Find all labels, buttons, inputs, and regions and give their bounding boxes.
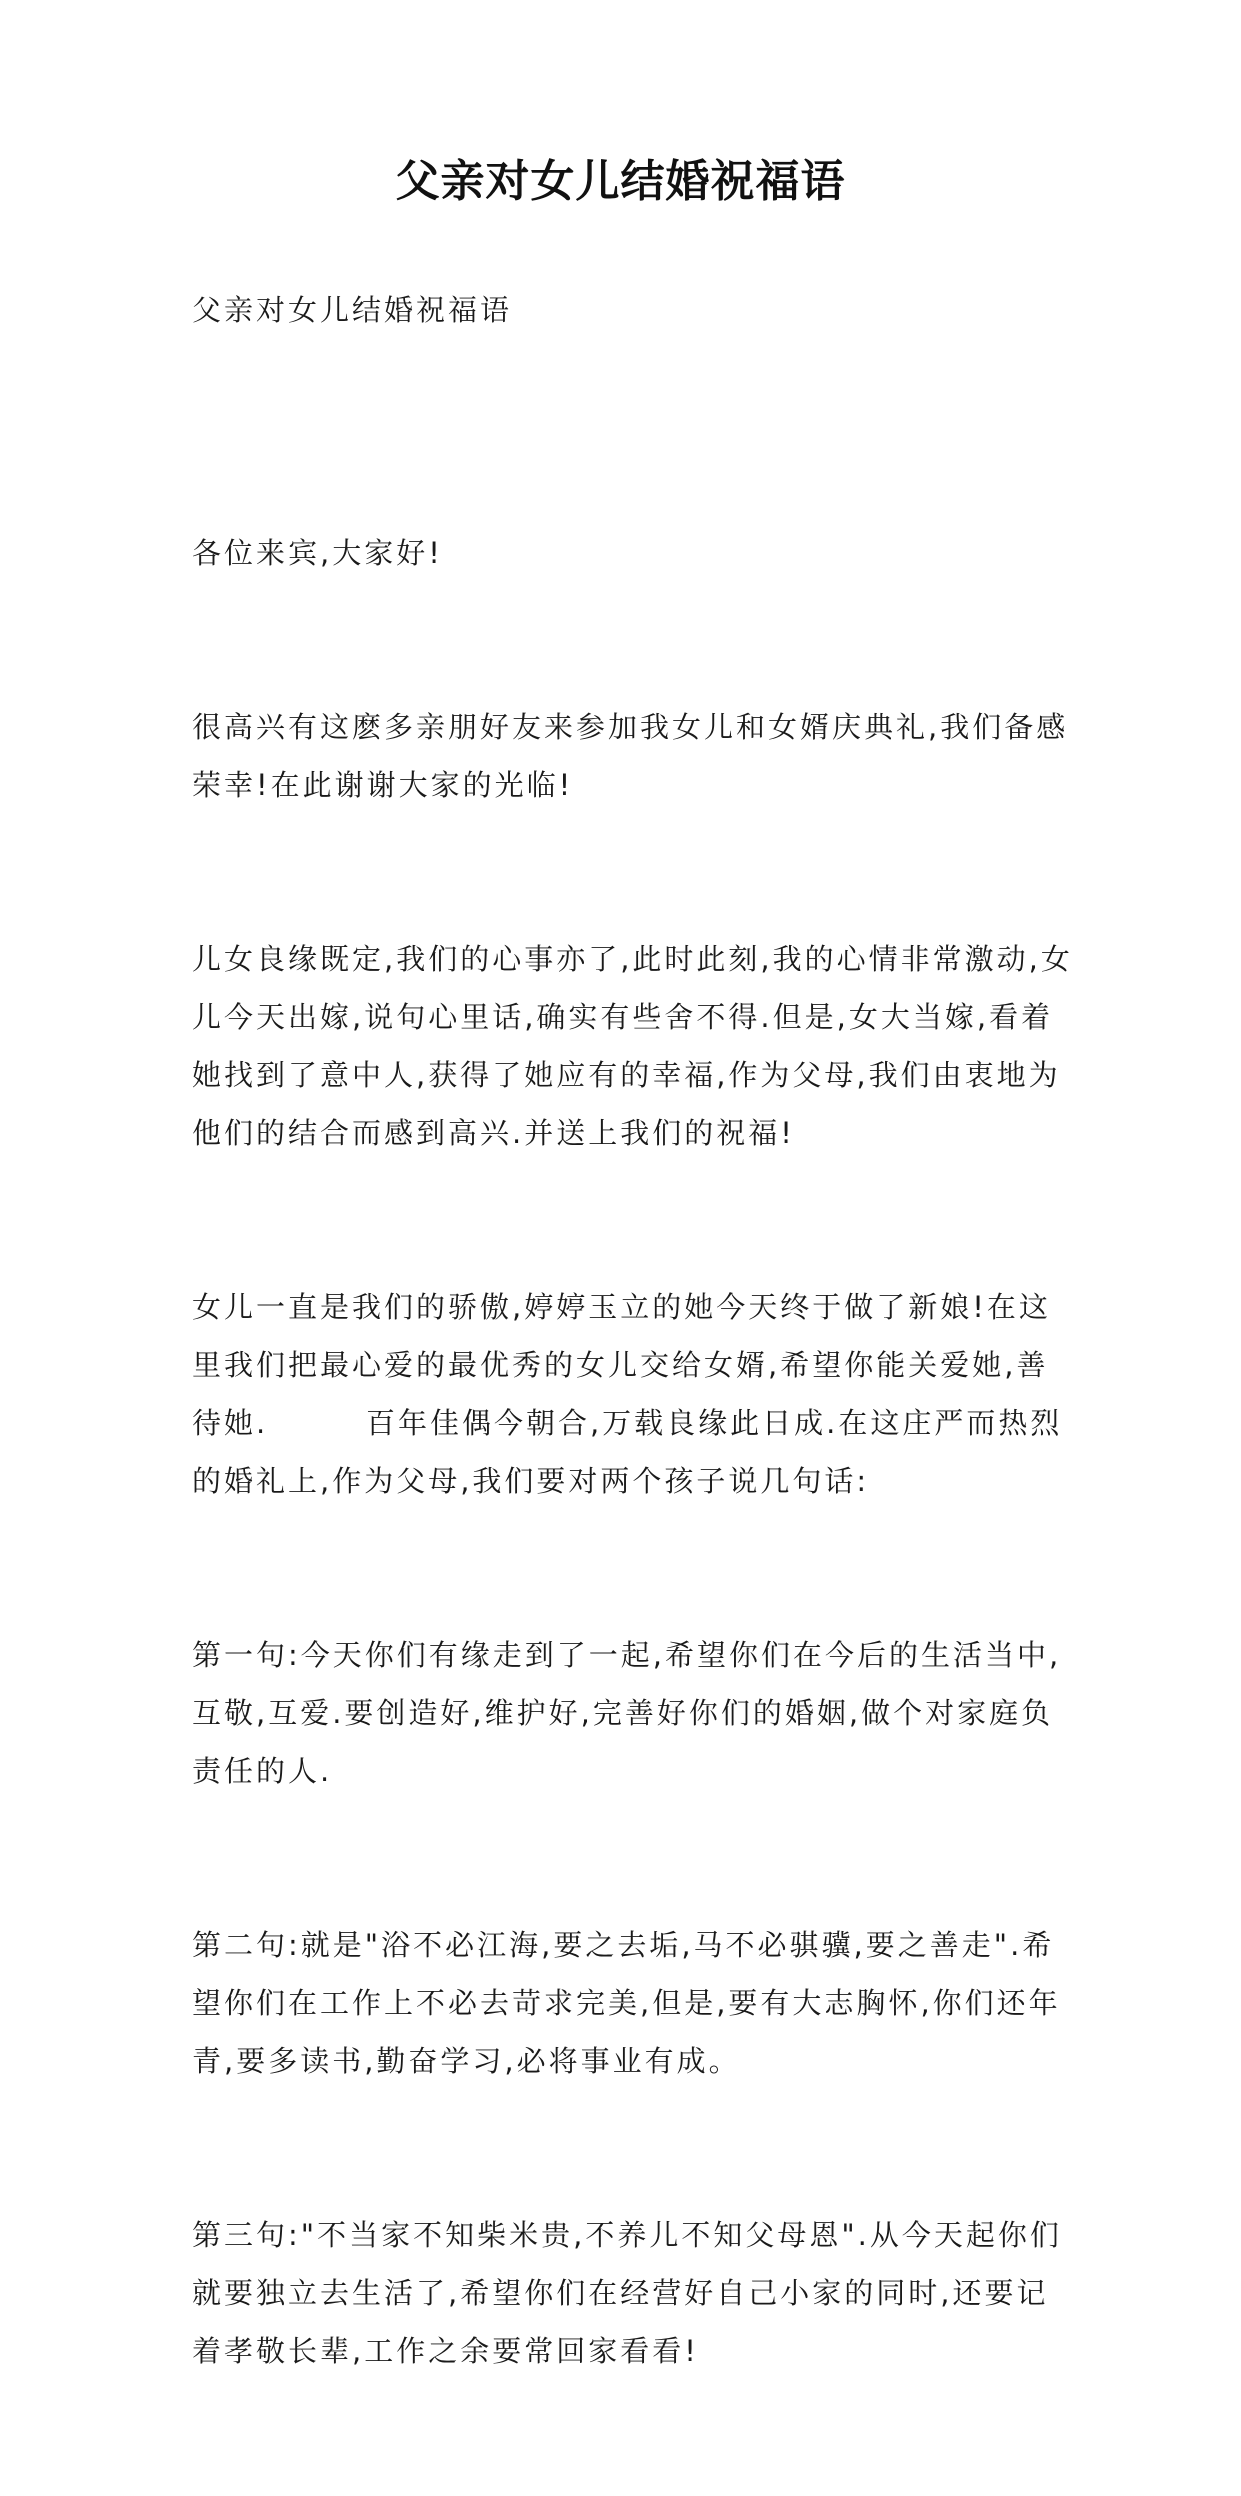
paragraph-emotions: 儿女良缘既定,我们的心事亦了,此时此刻,我的心情非常激动,女儿今天出嫁,说句心里话,确实有些舍不得.但是,女大当嫁,看着她找到了意中人,获得了她应有的幸福,作为父母,我们由衷地为他们的结合而感到高兴.并送上我们的祝福! xyxy=(192,942,1073,1150)
document-body xyxy=(192,408,1076,2496)
paragraph-thanks: 很高兴有这麽多亲朋好友来参加我女儿和女婿庆典礼,我们备感荣幸!在此谢谢大家的光临! xyxy=(192,710,1069,802)
paragraph-third-word: 第三句:"不当家不知柴米贵,不养儿不知父母恩".从今天起你们就要独立去生活了,希望你们在经营好自己小家的同时,还要记着孝敬长辈,工作之余要常回家看看! xyxy=(192,2218,1062,2368)
document-subtitle: 父亲对女儿结婚祝福语 xyxy=(192,293,513,327)
paragraph-greeting: 各位来宾,大家好! xyxy=(192,536,443,570)
paragraph-daughter: 女儿一直是我们的骄傲,婷婷玉立的她今天终于做了新娘!在这里我们把最心爱的最优秀的女儿交给女婿,希望你能关爱她,善待她. 百年佳偶今朝合,万载良缘此日成.在这庄严而热烈的婚礼上,作为父母,我们要对两个孩子说几句话: xyxy=(192,1290,1063,1498)
document-title: 父亲对女儿结婚祝福语 xyxy=(395,156,846,207)
paragraph-first-word: 第一句:今天你们有缘走到了一起,希望你们在今后的生活当中,互敬,互爱.要创造好,维护好,完善好你们的婚姻,做个对家庭负责任的人. xyxy=(192,1638,1062,1788)
paragraph-second-word: 第二句:就是"浴不必江海,要之去垢,马不必骐骥,要之善走".希望你们在工作上不必去苛求完美,但是,要有大志胸怀,你们还年青,要多读书,勤奋学习,必将事业有成。 xyxy=(192,1928,1061,2078)
